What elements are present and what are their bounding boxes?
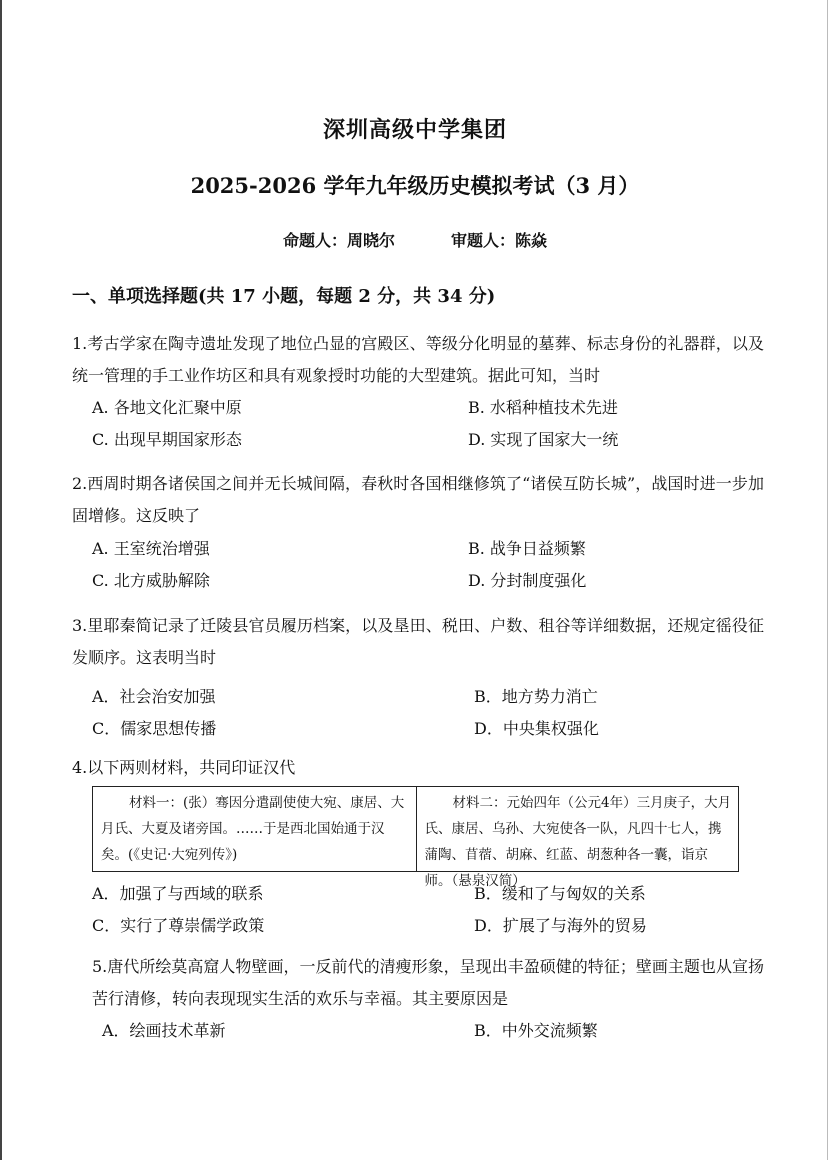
question-3-stem: 3.里耶秦简记录了迁陵县官员履历档案，以及垦田、税田、户数、租谷等详细数据，还规定徭役征发顺序。这表明当时 (72, 616, 764, 667)
material-two-text: 材料二：元始四年（公元4年）三月庚子，大月氏、康居、乌孙、大宛使各一队，凡四十七人，携蒲陶、苜蓿、胡麻、红蓝、胡葱种各一囊，诣京师。（悬泉汉简） (424, 795, 732, 889)
question-4-option-b: B．缓和了与匈奴的关系 (474, 884, 646, 903)
question-5-option-a: A．绘画技术革新 (102, 1021, 226, 1040)
question-2-stem: 2.西周时期各诸侯国之间并无长城间隔，春秋时各国相继修筑了“诸侯互防长城”，战国时进一步加固增修。这反映了 (72, 474, 764, 525)
question-2-option-c: C. 北方威胁解除 (92, 571, 210, 590)
question-3-option-c: C．儒家思想传播 (92, 719, 217, 738)
question-3-option-d: D．中央集权强化 (474, 719, 599, 738)
question-2-option-a: A. 王室统治增强 (92, 539, 210, 558)
author-line (0, 228, 830, 251)
question-1-option-b: B. 水稻种植技术先进 (468, 398, 618, 417)
question-3-option-a: A．社会治安加强 (92, 687, 216, 706)
question-5-option-b: B．中外交流频繁 (474, 1021, 598, 1040)
school-name: 深圳高级中学集团 (322, 117, 507, 143)
setter: 命题人：周晓尔 (282, 231, 395, 250)
reviewer: 审题人：陈焱 (451, 231, 548, 250)
material-table (92, 786, 739, 889)
question-3-option-b: B．地方势力消亡 (474, 687, 598, 706)
question-4-option-a: A．加强了与西域的联系 (92, 884, 264, 903)
section-title: 一、单项选择题(共 17 小题，每题 2 分，共 34 分) (72, 286, 496, 307)
question-1-stem: 1.考古学家在陶寺遗址发现了地位凸显的宫殿区、等级分化明显的墓葬、标志身份的礼器群，以及统一管理的手工业作坊区和具有观象授时功能的大型建筑。据此可知，当时 (72, 334, 764, 385)
question-1-option-a: A. 各地文化汇聚中原 (92, 398, 242, 417)
exam-title: 2025-2026 学年九年级历史模拟考试（3 月） (190, 173, 640, 198)
material-one (93, 787, 416, 871)
question-1-option-d: D. 实现了国家大一统 (468, 430, 619, 449)
question-2-option-d: D. 分封制度强化 (468, 571, 587, 590)
question-4-stem: 4.以下两则材料，共同印证汉代 (72, 758, 296, 777)
question-4-option-c: C．实行了尊崇儒学政策 (92, 916, 265, 935)
material-one-text: 材料一：(张）骞因分遣副使使大宛、康居、大月氏、大夏及诸旁国。……于是西北国始通于汉矣。(《史记·大宛列传》) (101, 795, 405, 863)
question-1-option-c: C. 出现早期国家形态 (92, 430, 242, 449)
question-4-option-d: D．扩展了与海外的贸易 (474, 916, 647, 935)
material-two (416, 787, 739, 889)
question-5-stem: 5.唐代所绘莫高窟人物壁画，一反前代的清瘦形象，呈现出丰盈硕健的特征；壁画主题也从宣扬苦行清修，转向表现现实生活的欢乐与幸福。其主要原因是 (92, 957, 764, 1008)
question-2-option-b: B. 战争日益频繁 (468, 539, 586, 558)
